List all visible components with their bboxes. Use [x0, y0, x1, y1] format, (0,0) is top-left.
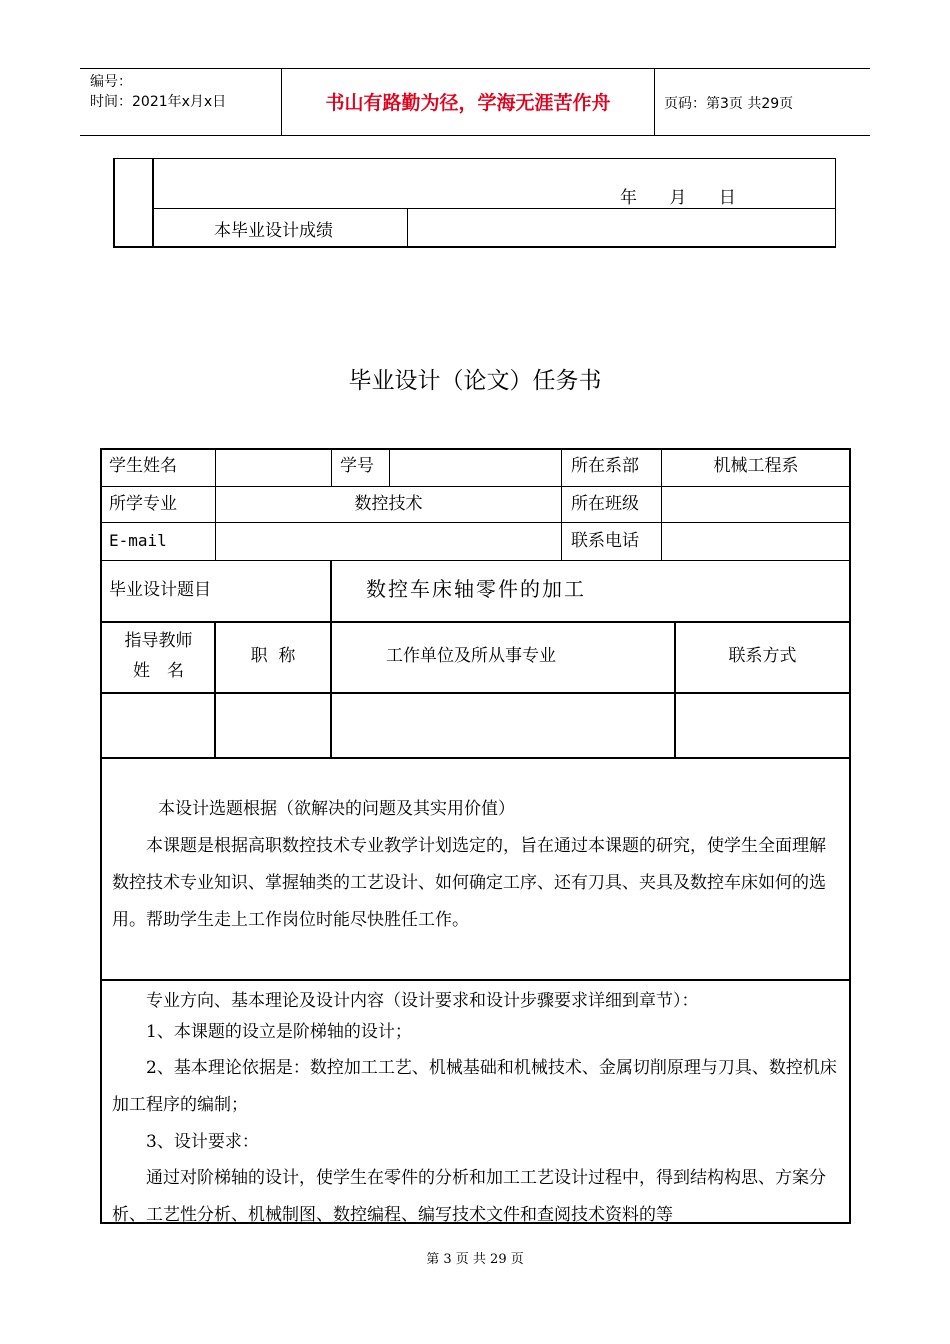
header-top-rule — [80, 68, 870, 69]
header-time-label: 时间：2021年x月x日 — [90, 94, 227, 110]
header-bottom-rule — [80, 135, 870, 136]
topic-label: 毕业设计题目 — [109, 580, 211, 600]
header-meta — [90, 72, 226, 112]
student-id-label: 学号 — [340, 456, 374, 476]
header-divider-right — [654, 68, 655, 135]
header-page-info: 页码：第3页 共29页 — [664, 96, 794, 112]
advisor-label-line2: 姓 名 — [133, 661, 184, 681]
signature-date: 年 月 日 — [620, 188, 736, 208]
content-item-2: 2、基本理论依据是：数控加工工艺、机械基础和机械技术、金属切削原理与刀具、数控机床加工程序的编制； — [112, 1058, 837, 1115]
major-label: 所学专业 — [109, 494, 177, 514]
content-paragraph: 通过对阶梯轴的设计，使学生在零件的分析和加工工艺设计过程中，得到结构构思、方案分析、工艺性分析、机械制图、数控编程、编写技术文件和查阅技术资料的等 — [112, 1168, 826, 1224]
class-label: 所在班级 — [571, 494, 639, 514]
content-item-1: 1、本课题的设立是阶梯轴的设计； — [146, 1022, 412, 1042]
student-name-label: 学生姓名 — [109, 456, 177, 476]
phone-label: 联系电话 — [571, 531, 639, 551]
workplace-label: 工作单位及所从事专业 — [386, 646, 556, 666]
major-value: 数控技术 — [354, 494, 423, 514]
basis-paragraph: 本课题是根据高职数控技术专业教学计划选定的，旨在通过本课题的研究，使学生全面理解数控技术专业知识、掌握轴类的工艺设计、如何确定工序、还有刀具、夹具及数控车床如何的选用。帮助学生走上工作岗位时能尽快胜任工作。 — [112, 836, 826, 930]
grade-label: 本毕业设计成绩 — [214, 221, 333, 241]
topic-value: 数控车床轴零件的加工 — [366, 577, 586, 601]
content-heading: 专业方向、基本理论及设计内容（设计要求和设计步骤要求详细到章节）： — [146, 991, 699, 1011]
title-label: 职 称 — [250, 646, 296, 666]
email-label: E-mail — [109, 531, 167, 550]
basis-heading: 本设计选题根据（欲解决的问题及其实用价值） — [158, 799, 515, 819]
content-item-3: 3、设计要求： — [146, 1132, 259, 1152]
advisor-label-line1: 指导教师 — [124, 631, 193, 651]
page-title: 毕业设计（论文）任务书 — [348, 368, 602, 394]
department-value: 机械工程系 — [713, 456, 799, 476]
header-number-label: 编号： — [90, 74, 132, 90]
advisor-label — [102, 626, 215, 686]
header-motto: 书山有路勤为径，学海无涯苦作舟 — [325, 92, 611, 114]
page-footer: 第 3 页 共 29 页 — [426, 1252, 524, 1267]
department-label: 所在系部 — [571, 456, 639, 476]
contact-label: 联系方式 — [728, 646, 797, 666]
